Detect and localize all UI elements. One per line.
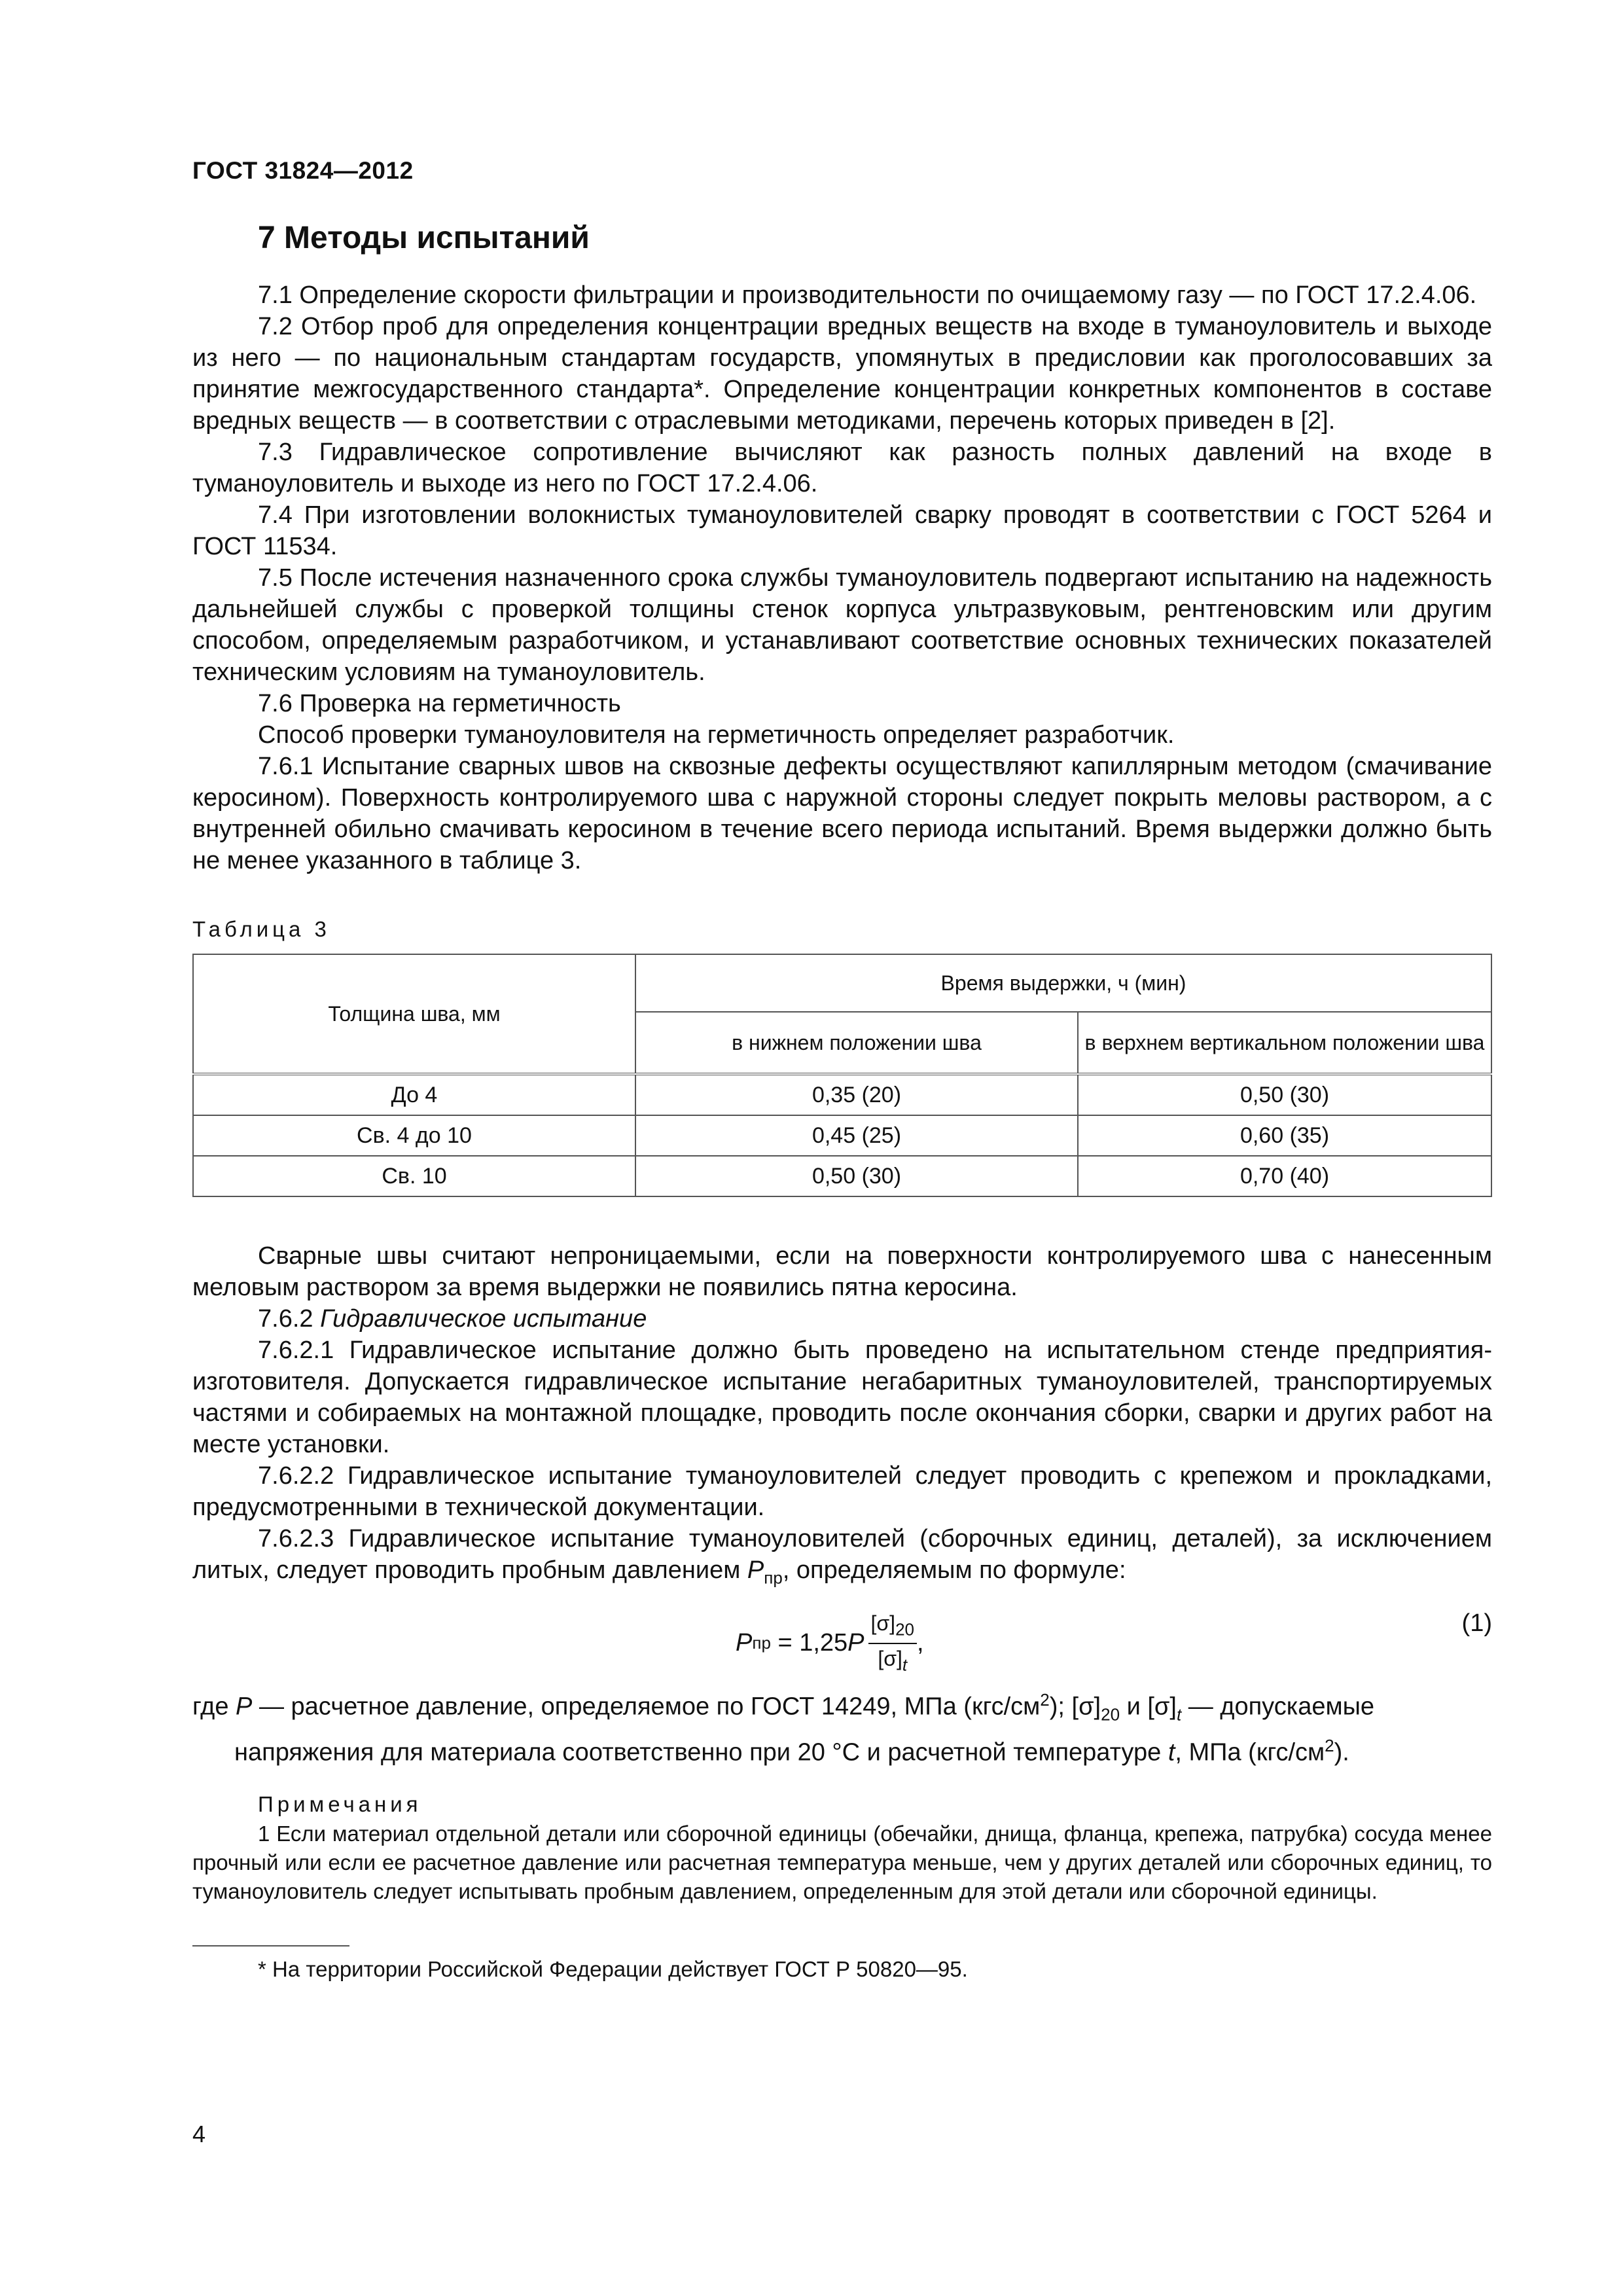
formula-fraction <box>868 1611 917 1677</box>
formula-denominator-sub: t <box>902 1655 908 1675</box>
formula-number: (1) <box>1461 1609 1492 1637</box>
paragraph-text: , определяемым по формуле: <box>782 1556 1126 1584</box>
cell-lower: 0,50 (30) <box>635 1156 1078 1196</box>
legend-text: где <box>192 1693 236 1721</box>
paragraph-7-5: 7.5 После истечения назначенного срока службы туманоуловитель подвергают испытанию на надежность дальнейшей службы с проверкой толщины стенок корпуса ультразвуковым, рентгеновским или другим способом, определяемым разработчиком, и устанавливают соответствие основных технических показателей техническим условиям на туманоуловитель. <box>192 564 1492 686</box>
legend-text: — расчетное давление, определяемое по ГОСТ 14249, МПа (кгс/см <box>252 1693 1041 1721</box>
page-number: 4 <box>192 2121 206 2147</box>
cell-thickness: Св. 4 до 10 <box>193 1115 635 1156</box>
table-row <box>193 1156 1491 1196</box>
legend-symbol-t: t <box>1168 1738 1175 1767</box>
paragraph-7-6: 7.6 Проверка на герметичность <box>258 690 621 717</box>
legend-text: ); [σ] <box>1049 1693 1101 1721</box>
formula-denominator: [σ] <box>878 1646 902 1670</box>
formula-numerator: [σ] <box>870 1611 896 1635</box>
paragraph-7-6-2-3 <box>192 1523 1492 1594</box>
clause-number: 7.6.2 <box>258 1305 313 1333</box>
legend-text: — допускаемые напряжения для материала соответственно при 20 °С и расчетной температуре <box>234 1693 1375 1767</box>
cell-thickness: До 4 <box>193 1074 635 1115</box>
formula-p-test: P <box>736 1629 753 1657</box>
paragraph-7-6-2-1: 7.6.2.1 Гидравлическое испытание должно быть проведено на испытательном стенде предприятия-изготовителя. Допускается гидравлическое испытание негабаритных туманоуловителей, транспортируемых частями и собираемых на монтажной площадке, проводить после окончания сборки, сварки и других работ на месте установки. <box>192 1336 1492 1458</box>
footnote-separator <box>192 1945 349 1946</box>
paragraph-7-4: 7.4 При изготовлении волокнистых туманоуловителей сварку проводят в соответствии с ГОСТ 5264 и ГОСТ 11534. <box>192 501 1492 560</box>
header-upper-position: в верхнем вертикальном положении шва <box>1078 1012 1491 1074</box>
formula-equals: = 1,25 <box>770 1629 848 1657</box>
paragraph-7-1: 7.1 Определение скорости фильтрации и производительности по очищаемому газу — по ГОСТ 17.2.4.06. <box>258 281 1477 309</box>
cell-thickness: Св. 10 <box>193 1156 635 1196</box>
formula-1 <box>192 1598 1492 1675</box>
formula-legend <box>192 1684 1492 1768</box>
cell-lower: 0,35 (20) <box>635 1074 1078 1115</box>
legend-sub-t: t <box>1176 1704 1182 1724</box>
cell-upper: 0,70 (40) <box>1078 1156 1491 1196</box>
footnote: * На территории Российской Федерации действует ГОСТ Р 50820—95. <box>258 1956 968 1981</box>
table-3 <box>192 954 1492 1197</box>
legend-sup: 2 <box>1325 1735 1334 1755</box>
formula-sub-pr: пр <box>752 1633 771 1653</box>
cell-upper: 0,50 (30) <box>1078 1074 1491 1115</box>
clause-title: Гидравлическое испытание <box>320 1305 647 1333</box>
subscript-pr: пр <box>764 1568 783 1588</box>
legend-text: ). <box>1334 1738 1349 1767</box>
section-title: 7 Методы испытаний <box>258 221 590 255</box>
paragraph-welds-impermeable: Сварные швы считают непроницаемыми, если на поверхности контролируемого шва с нанесенным меловым раствором за время выдержки не появились пятна керосина. <box>192 1242 1492 1301</box>
paragraph-text: 7.6.2.3 Гидравлическое испытание туманоуловителей (сборочных единиц, деталей), за исключением литых, следует проводить пробным давлением <box>192 1525 1492 1584</box>
legend-sub: 20 <box>1101 1704 1120 1724</box>
symbol-p: P <box>747 1556 764 1584</box>
table-row <box>193 1074 1491 1115</box>
table-caption: Таблица 3 <box>192 917 330 941</box>
note-1: 1 Если материал отдельной детали или сборочной единицы (обечайки, днища, фланца, крепежа, патрубка) сосуда менее прочный или если ее расчетное давление или расчетная температура меньше, чем у других деталей или сборочных единиц, то туманоуловитель следует испытывать пробным давлением, определенным для этой детали или сборочной единицы. <box>192 1821 1492 1903</box>
cell-lower: 0,45 (25) <box>635 1115 1078 1156</box>
legend-text: и [σ] <box>1120 1693 1177 1721</box>
document-page <box>192 157 1492 1982</box>
header-lower-position: в нижнем положении шва <box>635 1012 1078 1074</box>
table-row <box>193 1115 1491 1156</box>
cell-upper: 0,60 (35) <box>1078 1115 1491 1156</box>
header-thickness: Толщина шва, мм <box>193 954 635 1074</box>
formula-numerator-sub: 20 <box>895 1619 914 1639</box>
formula-comma: , <box>916 1629 924 1657</box>
paragraph-7-6-2-2: 7.6.2.2 Гидравлическое испытание туманоуловителей следует проводить с крепежом и прокладками, предусмотренными в технической документации. <box>192 1462 1492 1521</box>
paragraph-7-2: 7.2 Отбор проб для определения концентрации вредных веществ на входе в туманоуловитель и выходе из него — по национальным стандартам государств, упомянутых в предисловии как проголосовавших за принятие межгосударственного стандарта*. Определение концентрации конкретных компонентов в составе вредных веществ — в соответствии с отраслевыми методиками, перечень которых приведен в [2]. <box>192 313 1492 435</box>
legend-sup: 2 <box>1040 1689 1050 1710</box>
paragraph-7-6-text: Способ проверки туманоуловителя на герметичность определяет разработчик. <box>258 721 1175 749</box>
formula-p: P <box>847 1629 865 1657</box>
legend-text: , МПа (кгс/см <box>1175 1738 1325 1767</box>
paragraph-7-6-1: 7.6.1 Испытание сварных швов на сквозные дефекты осуществляют капиллярным методом (смачивание керосином). Поверхность контролируемого шва с наружной стороны следует покрыть меловы раствором, а с внутренней обильно смачивать керосином в течение всего периода испытаний. Время выдержки должно быть не менее указанного в таблице 3. <box>192 753 1492 874</box>
paragraph-7-6-2 <box>192 1303 1492 1335</box>
notes-title: Примечания <box>258 1791 422 1816</box>
paragraph-7-3: 7.3 Гидравлическое сопротивление вычисляют как разность полных давлений на входе в туманоуловитель и выходе из него по ГОСТ 17.2.4.06. <box>192 439 1492 497</box>
document-code: ГОСТ 31824—2012 <box>192 157 414 184</box>
header-hold-time: Время выдержки, ч (мин) <box>635 954 1491 1012</box>
legend-symbol-p: P <box>236 1693 253 1721</box>
